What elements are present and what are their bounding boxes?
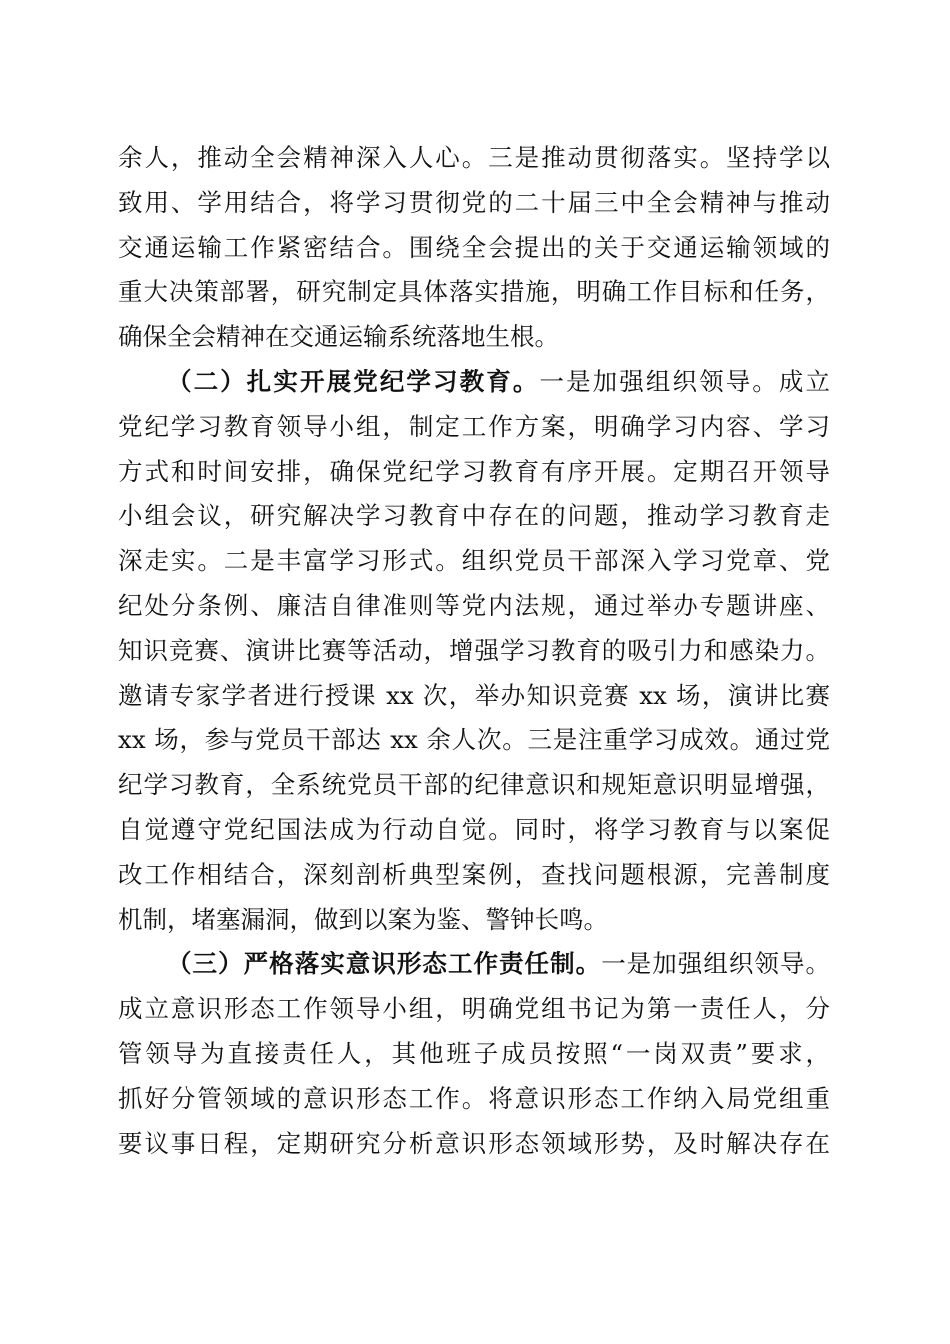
text-line: 余人，推动全会精神深入人心。三是推动贯彻落实。坚持学以	[118, 143, 830, 172]
section-heading: （三）严格落实意识形态工作责任制。	[167, 949, 602, 979]
text-line: 纪处分条例、廉洁自律准则等党内法规，通过举办专题讲座、	[118, 590, 830, 620]
text-line: 小组会议，研究解决学习教育中存在的问题，推动学习教育走	[118, 501, 830, 531]
text-line: 自觉遵守党纪国法成为行动自觉。同时，将学习教育与以案促	[118, 814, 830, 844]
text-line: 交通运输工作紧密结合。围绕全会提出的关于交通运输领域的	[118, 232, 830, 262]
text-line: 知识竞赛、演讲比赛等活动，增强学习教育的吸引力和感染力。	[118, 635, 830, 665]
paragraph-first-line	[118, 360, 830, 405]
text-line: 重大决策部署，研究制定具体落实措施，明确工作目标和任务，	[118, 277, 830, 307]
text-line: 纪学习教育，全系统党员干部的纪律意识和规矩意识明显增强，	[118, 770, 830, 800]
text-line: xx 场，参与党员干部达 xx 余人次。三是注重学习成效。通过党	[118, 725, 830, 755]
text-line: 抓好分管领域的意识形态工作。将意识形态工作纳入局党组重	[118, 1083, 830, 1113]
section-heading: （二）扎实开展党纪学习教育。	[167, 366, 540, 396]
text-line: 管领导为直接责任人，其他班子成员按照“一岗双责”要求，	[118, 1038, 830, 1068]
text-run: 一是加强组织领导。成立	[539, 366, 831, 396]
text-line: 邀请专家学者进行授课 xx 次，举办知识竞赛 xx 场，演讲比赛	[118, 680, 830, 710]
text-line: 方式和时间安排，确保党纪学习教育有序开展。定期召开领导	[118, 456, 830, 486]
text-line: 机制，堵塞漏洞，做到以案为鉴、警钟长鸣。	[118, 904, 608, 934]
text-line: 党纪学习教育领导小组，制定工作方案，明确学习内容、学习	[118, 411, 830, 441]
text-line: 成立意识形态工作领导小组，明确党组书记为第一责任人，分	[118, 994, 830, 1024]
text-line: 深走实。二是丰富学习形式。组织党员干部深入学习党章、党	[118, 546, 830, 576]
text-line: 改工作相结合，深刻剖析典型案例，查找问题根源，完善制度	[118, 859, 830, 889]
text-line: 致用、学用结合，将学习贯彻党的二十届三中全会精神与推动	[118, 187, 830, 217]
paragraph-first-line	[118, 942, 830, 987]
text-run: 一是加强组织领导。	[601, 949, 831, 979]
text-line: 确保全会精神在交通运输系统落地生根。	[118, 322, 559, 352]
text-line: 要议事日程，定期研究分析意识形态领域形势，及时解决存在	[118, 1128, 830, 1158]
document-body	[118, 136, 830, 1166]
